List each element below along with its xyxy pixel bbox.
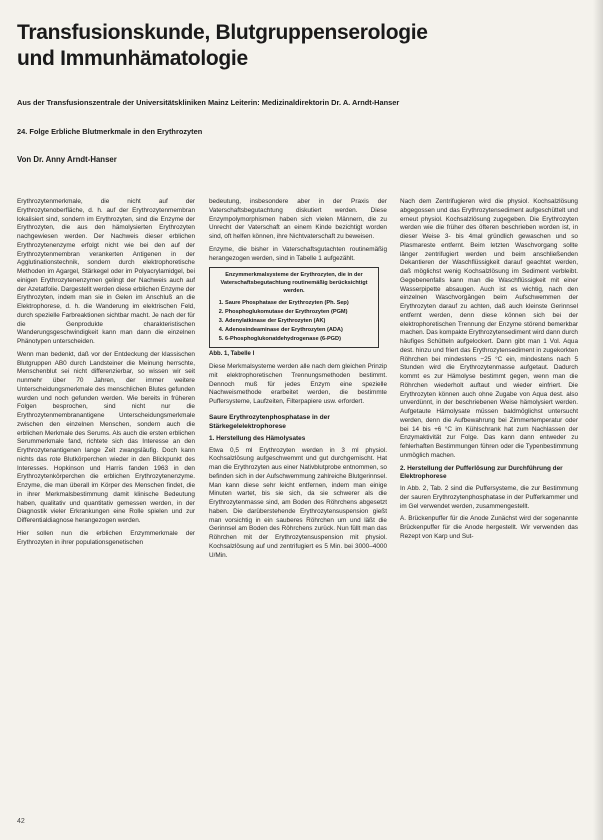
paragraph: bedeutung, insbesondere aber in der Praxis der Vaterschaftsbegutachtung diskutiert werden. Diese Enzympolymorphismen haben sich vielen Männern, die zu Unrecht der Vaterschaft an einem Kinde bezichtigt worden sind, oft helfen können, ihre Nichtvaterschaft zu beweisen. [209, 198, 387, 240]
text-column-1 [17, 198, 195, 818]
subsection-heading: 1. Herstellung des Hämolysates [209, 434, 306, 442]
list-item: 1. Saure Phosphatase der Erythrozyten (Ph. Sep) [225, 299, 373, 307]
title-line-1: Transfusionskunde, Blutgruppenserologie [17, 21, 428, 44]
source-line: Aus der Transfusionszentrale der Universitätskliniken Mainz Leiterin: Medizinaldirektorin Dr. A. Arndt-Hanser [17, 98, 400, 107]
paragraph: Diese Merkmalsysteme werden alle nach dem gleichen Prinzip mit elektrophoretischen Trennungsmethoden bestimmt. Dennoch muß für jedes Enzym eine spezielle Nachweismethode erarbeitet werden, die bestimmte Puffersysteme, Laufzeiten, Filterpapiere usw. erfordert. [209, 363, 387, 405]
text-column-2 [209, 198, 387, 818]
table-caption: Abb. 1, Tabelle I [209, 351, 255, 357]
enzyme-list [215, 299, 373, 343]
paragraph: A. Brückenpuffer für die Anode Zunächst wird der sogenannte Brückenpuffer für die Anode hergestellt. Wir verwenden das Rezept von Karp und Sut- [400, 515, 578, 540]
paragraph: Erythrozytenmerkmale, die nicht auf der Erythrozytenoberfläche, d. h. auf der Erythrozytenmembran lokalisiert sind, sondern im Erythrozyten, sind die Enzyme der Erythrozyten, die aus den hämolysierten Erythrozyten nachgewiesen werden. Der Nachweis dieser erblichen Erythrozytenenzyme erfolgt nicht wie bei den auf der Erythrozytenmembran verankerten Antigenen in der Agglutinationstechnik, sondern durch elektrophoretische Methoden im Agargel, Stärkegel oder im Polyacrylamidgel, bei einigen Erythrozytenenzymen gelingt der Nachweis auch auf der Azetatfolie. Dargestellt werden diese erblichen Enzyme der Erythrozyten, indem man sie in Gelen im Anschluß an die Elektrophorese, d. h. die Wanderung im elektrischen Feld, durch spezielle Farbreaktionen sichtbar macht. Je nach der für die Genprodukte charakteristischen Wanderungsgeschwindigkeit kann man dann die einzelnen Phänotypen unterscheiden. [17, 198, 195, 345]
list-item: 2. Phosphoglukomutase der Erythrozyten (PGM) [225, 308, 373, 316]
title-line-2: und Immunhämatologie [17, 47, 248, 70]
enzyme-table [209, 267, 379, 348]
paragraph: In Abb. 2, Tab. 2 sind die Puffersysteme, die zur Bestimmung der sauren Erythrozytenphosphatase in der Pufferkammer und im Gel verwendet werden, zusammengestellt. [400, 485, 578, 510]
section-heading: Saure Erythrozytenphosphatase in der Stärkegelelektrophorese [209, 413, 330, 430]
subsection-heading: 2. Herstellung der Pufferlösung zur Durchführung der Elektrophorese [400, 464, 563, 481]
paragraph: Etwa 0,5 ml Erythrozyten werden in 3 ml physiol. Kochsalzlösung aufgeschwemmt und gut durchgemischt. Hat man die Erythrozyten aus einer Nativblutprobe entnommen, so befinden sich in der Aufschwemmung zahlreiche Blutgerinnsel. Man kann diese sehr leicht entfernen, indem man einige Minuten wartet, bis sie sich, da sie schwerer als die Erythrozytenmasse sind, am Boden des Röhrchens abgesetzt haben. Die darüberstehende Erythrozytensuspension gießt man vorsichtig in ein sauberes Röhrchen um und läßt die Gerinnsel am Boden des Röhrchens zurück. Nun füllt man das Röhrchen mit der Erythrozytensuspension mit physiol. Kochsalzlösung auf und zentrifugiert es 5 Min. bei 3000–4000 U/Min. [209, 446, 387, 559]
paragraph: Enzyme, die bisher in Vaterschaftsgutachten routinemäßig herangezogen werden, sind in Tabelle 1 aufgezählt. [209, 245, 387, 262]
list-item: 4. Adenosindeaminase der Erythrozyten (ADA) [225, 326, 373, 334]
list-item: 3. Adenylatkinase der Erythrozyten (AK) [225, 317, 373, 325]
list-item: 5. 6-Phosphoglukonatdehydrogenase (6-PGD) [225, 335, 373, 343]
page-number: 42 [17, 818, 25, 825]
paragraph: Nach dem Zentrifugieren wird die physiol. Kochsalzlösung abgegossen und das Erythrozytensediment aufgeschüttelt und erneut physiol. Kochsalzlösung zugegeben. Die Erythrozyten werden wie die früher des öfteren beschrieben worden ist, in dieser Weise 3- bis 4mal gründlich gewaschen und so Plasmareste entfernt. Beim letzten Waschvorgang sollte länger zentrifugiert werden und beim anschließenden Dekantieren der Waschflüssigkeit darauf geachtet werden, daß möglichst wenig Kochsalzlösung im Sediment verbleibt. Gegebenenfalls kann man die Waschflüssigkeit mit einer Wasserpipette absaugen. Auch ist es wichtig, nach den einzelnen Waschvorgängen beim Aufschwemmen der Erythrozyten darauf zu achten, daß auch kleinste Gerinnsel entfernt werden, denn diese können sich bei der elektrophoretischen Trennung der Enzyme störend bemerkbar machen. Das kompakte Erythrozytensediment wird dann durch häufiges Schütteln aufgelockert. Dann gibt man 1 Vol. Aqua dest. hinzu und friert das Erythrozytensediment in zugekorkten Röhrchen bei mindestens −25 °C ein, mindestens nach 5 Stunden wird die Erythrozytenmasse aufgetaut. Dadurch kommt es zur Hämolyse bestimmt gegen, wenn man die Röhrchen wiederholt auftaut und wieder einfriert. Die Erythrozyten können auch ohne Zugabe von Aqua dest. also unverdünnt, in der beschriebenen Weise hämolysiert werden. Aufgetaute Hämolysate müssen baldmöglichst untersucht werden, denn die Aufbewahrung bei Zimmertemperatur oder bei 14 bis +6 °C im Kühlschrank hat zum Nachlassen der Enzymaktivität zur Folge. Das kann dann entweder zu fehlerhaften Bestimmungen führen oder die Typenbestimmung unmöglich machen. [400, 198, 578, 459]
page-edge-shadow [593, 0, 603, 840]
paragraph: Wenn man bedenkt, daß vor der Entdeckung der klassischen Blutgruppen AB0 durch Landsteiner die Meinung herrschte, Menschenblut sei nicht differenzierbar, so wissen wir seit nunmehr über 70 Jahren, der immer weitere Unterscheidungsmerkmale des menschlichen Blutes gefunden wurden und noch gefunden werden. Wie bereits in früheren Folgen besprochen, sind nicht nur die Erythrozytenmembranantigene Unterscheidungsmerkmale zwischen den einzelnen Menschen, sondern auch die erblichen Merkmale des Serums. Als auch die ersten erblichen Serummerkmale fand, richtete sich das Interesse an den Erythrozytenantigenen lange Zeit zwangsläufig. Doch kann nichts das rote Blutkörperchen wieder in den Blickpunkt des Interesses. Hopkinson und Harris fanden 1963 in den Erythrozytenkörperchen die erblichen Erythrozytenenzyme. Enzyme, die man überall im Körper des Menschen findet, die in ihrer Merkmalsbestimmung damit klinische Bedeutung haben, qualitativ und quantitativ gemessen werden, in der Diagnostik vieler Erkrankungen eine Rolle spielen und zur Differentialdiagnose herangezogen werden. [17, 350, 195, 524]
article-title [17, 20, 587, 72]
author-line: Von Dr. Anny Arndt-Hanser [17, 155, 117, 164]
paragraph: Hier sollen nun die erblichen Enzymmerkmale der Erythrozyten in ihrer populationsgenetischen [17, 529, 195, 546]
table-header: Enzymmerkmalsysteme der Erythrozyten, die in der Vaterschaftsbegutachtung routinemäßig berücksichtigt werden. [220, 272, 368, 295]
text-column-3 [400, 198, 578, 818]
series-heading: 24. Folge Erbliche Blutmerkmale in den Erythrozyten [17, 127, 203, 136]
